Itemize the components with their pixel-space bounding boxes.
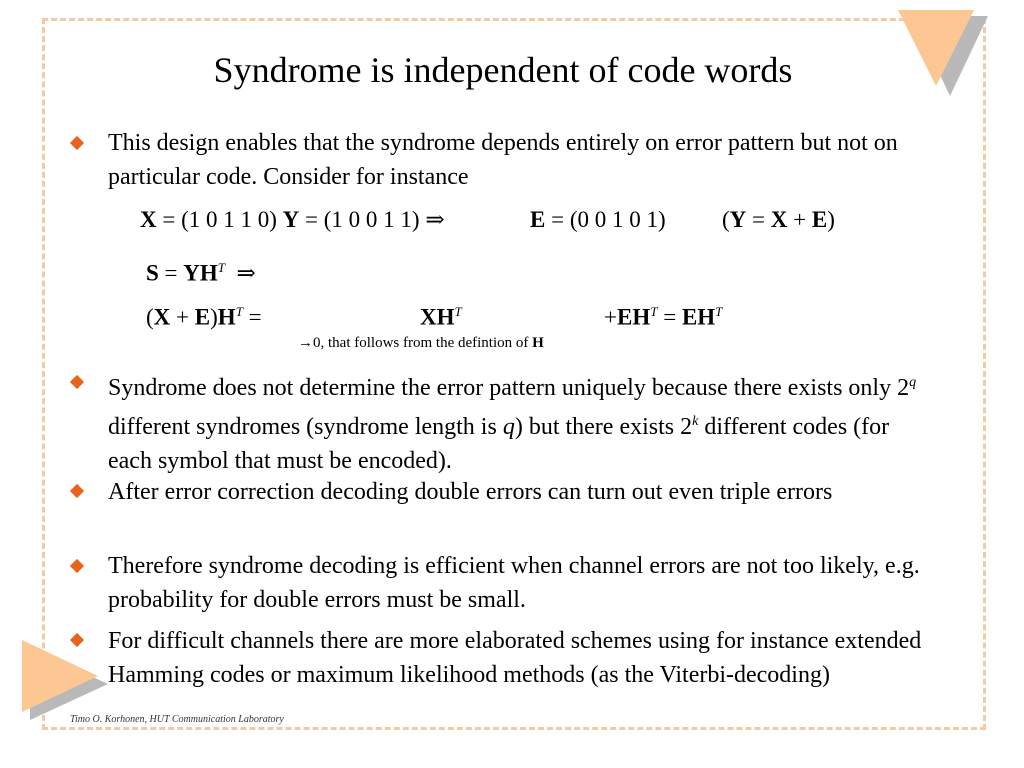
note-text: →0, that follows from the defintion of	[298, 335, 533, 351]
equation-note	[298, 334, 544, 352]
var-e: E	[811, 207, 828, 232]
bullet-text: This design enables that the syndrome depends entirely on error pattern but not on particular code. Consider for instance	[108, 130, 898, 190]
superscript-k: k	[692, 414, 699, 429]
corner-triangle-bottom-left	[22, 640, 98, 712]
var-yh: YH	[183, 260, 218, 286]
equation-term-xh	[420, 298, 462, 332]
equals-sign: =	[158, 260, 184, 286]
var-y: Y	[282, 207, 300, 232]
transpose-sup: T	[715, 304, 723, 319]
note-h: H	[532, 335, 544, 351]
text-span: different syndromes (syndrome length is	[108, 414, 503, 440]
equation-line-1-sum	[722, 206, 835, 234]
var-e: E	[194, 304, 211, 330]
var-x: X	[140, 207, 157, 232]
bullet-text: After error correction decoding double errors can turn out even triple errors	[108, 479, 833, 505]
var-xh: XH	[420, 304, 455, 330]
var-y: Y	[729, 207, 747, 232]
equals-sign: =	[657, 304, 682, 330]
plus-sign: +	[170, 304, 195, 330]
var-eh: EH	[616, 304, 651, 330]
equals-sign: =	[746, 207, 771, 232]
transpose-sup: T	[217, 260, 226, 275]
text-span: Syndrome does not determine the error pattern uniquely because there exists only 2	[108, 375, 910, 401]
footer-credit: Timo O. Korhonen, HUT Communication Laboratory	[70, 714, 284, 725]
slide-title: Syndrome is independent of code words	[213, 50, 793, 90]
var-s: S	[146, 260, 159, 286]
transpose-sup: T	[454, 304, 462, 319]
equation-term-eh	[604, 298, 722, 332]
implies-sign: ⇒	[225, 260, 256, 286]
bullet-text	[108, 366, 938, 478]
paren-open: (	[722, 207, 730, 232]
var-e: E	[530, 207, 546, 232]
var-h: H	[217, 304, 236, 330]
text-span: different codes (for each symbol that must be encoded).	[108, 414, 890, 474]
var-eh: EH	[681, 304, 716, 330]
equals-sign: =	[242, 304, 262, 330]
bullet-text: Therefore syndrome decoding is efficient when channel errors are not too likely, e.g. probability for double errors must be small.	[108, 553, 920, 613]
plus-sign: +	[787, 207, 812, 232]
var-x: X	[153, 304, 171, 330]
var-x: X	[770, 207, 788, 232]
paren-close: )	[827, 207, 835, 232]
equation-line-3	[146, 298, 262, 332]
text-span: ) but there exists 2	[514, 414, 693, 440]
x-value: = (1 0 1 1 0)	[156, 207, 277, 232]
equation-line-2	[146, 254, 256, 288]
e-value: = (0 0 1 0 1)	[545, 207, 666, 232]
italic-q: q	[502, 414, 515, 440]
paren-open: (	[146, 304, 154, 330]
superscript-q: q	[909, 375, 917, 390]
plus-sign: +	[604, 304, 617, 330]
equation-line-1	[140, 206, 445, 234]
bullet-text: For difficult channels there are more elaborated schemes using for instance extended Hamming codes or maximum likelihood methods (as the Viterbi-decoding)	[108, 628, 922, 688]
transpose-sup: T	[235, 304, 243, 319]
paren-close: )	[210, 304, 218, 330]
equation-line-1-e	[530, 206, 666, 234]
y-value: = (1 0 0 1 1) ⇒	[299, 207, 445, 232]
transpose-sup: T	[650, 304, 658, 319]
